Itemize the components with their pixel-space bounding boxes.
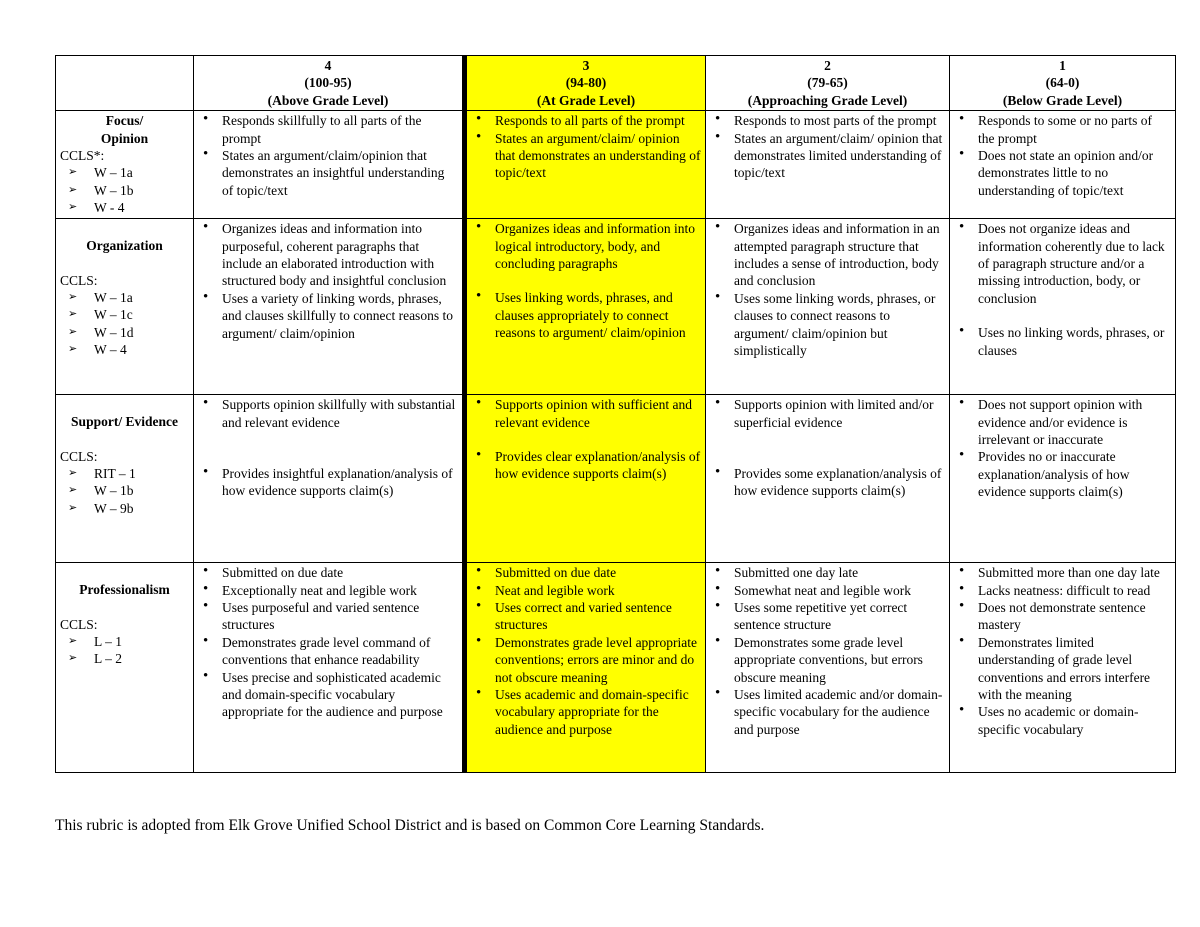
descriptor-item: • Responds skillfully to all parts of the prompt — [200, 112, 458, 147]
standard-item: ➢ W – 1c — [68, 306, 189, 323]
descriptor-cell-3 — [465, 219, 706, 395]
level-label: (At Grade Level) — [536, 92, 636, 108]
standards-list — [60, 164, 189, 216]
level-label: (Above Grade Level) — [267, 92, 389, 108]
criterion-row-support — [56, 395, 1176, 563]
criterion-title: Organization — [86, 238, 163, 254]
descriptor-item: • Responds to all parts of the prompt — [473, 112, 701, 129]
ccls-label: CCLS: — [60, 616, 98, 632]
criterion-cell — [56, 219, 194, 395]
level-score: 3 — [582, 58, 590, 73]
descriptor-item: • Provides no or inaccurate explanation/analysis of how evidence supports claim(s) — [956, 448, 1171, 500]
descriptor-item: • Submitted one day late — [712, 564, 945, 581]
descriptor-cell-4 — [194, 219, 465, 395]
descriptor-item: • Uses purposeful and varied sentence structures — [200, 599, 458, 634]
descriptor-cell-3 — [465, 395, 706, 563]
level-3-header — [465, 56, 706, 111]
descriptor-item: • Provides insightful explanation/analysis of how evidence supports claim(s) — [200, 465, 458, 500]
descriptor-item: • Provides some explanation/analysis of how evidence supports claim(s) — [712, 465, 945, 500]
standard-item: ➢ RIT – 1 — [68, 465, 189, 482]
standard-item: ➢ W – 1a — [68, 164, 189, 181]
descriptor-item: • Organizes ideas and information into purposeful, coherent paragraphs that include an elaborated introduction with structured body and insightful conclusion — [200, 220, 458, 290]
ccls-label: CCLS: — [60, 272, 98, 288]
descriptor-item: • Neat and legible work — [473, 582, 701, 599]
level-range: (79-65) — [807, 75, 848, 91]
descriptor-cell-1 — [950, 395, 1176, 563]
standards-list — [60, 465, 189, 517]
standard-item: ➢ W – 9b — [68, 500, 189, 517]
descriptor-cell-1 — [950, 563, 1176, 773]
descriptor-item: • Lacks neatness: difficult to read — [956, 582, 1171, 599]
standard-item: ➢ L – 2 — [68, 650, 189, 667]
header-blank-cell — [56, 56, 194, 111]
descriptor-item: • Does not support opinion with evidence and/or evidence is irrelevant or inaccurate — [956, 396, 1171, 448]
criterion-title-line2: Opinion — [100, 130, 149, 146]
criterion-title: Professionalism — [79, 582, 170, 598]
level-2-header — [706, 56, 950, 111]
descriptor-item: • Uses linking words, phrases, and clauses appropriately to connect reasons to argument/ claim/opinion — [473, 289, 701, 341]
criterion-title: Focus/ — [105, 113, 144, 129]
descriptor-item: • Uses limited academic and/or domain-specific vocabulary for the audience and purpose — [712, 686, 945, 738]
descriptor-item: • Demonstrates grade level command of conventions that enhance readability — [200, 634, 458, 669]
header-row — [56, 56, 1176, 111]
descriptor-item: • Uses precise and sophisticated academic and domain-specific vocabulary appropriate for the audience and purpose — [200, 669, 458, 721]
descriptor-item: • States an argument/claim/ opinion that demonstrates limited understanding of topic/text — [712, 130, 945, 182]
descriptor-cell-1 — [950, 111, 1176, 219]
standard-item: ➢ W – 4 — [68, 341, 189, 358]
descriptor-item: • Supports opinion with sufficient and relevant evidence — [473, 396, 701, 431]
level-4-header — [194, 56, 465, 111]
descriptor-item: • Responds to most parts of the prompt — [712, 112, 945, 129]
level-score: 4 — [324, 58, 332, 73]
level-range: (64-0) — [1045, 75, 1080, 91]
descriptor-item: • Does not organize ideas and information coherently due to lack of paragraph structure and/or a missing introduction, body, or conclusion — [956, 220, 1171, 307]
criterion-cell — [56, 563, 194, 773]
ccls-label: CCLS: — [60, 448, 98, 464]
descriptor-item: • Uses no academic or domain-specific vocabulary — [956, 703, 1171, 738]
criterion-cell — [56, 111, 194, 219]
descriptor-item: • Exceptionally neat and legible work — [200, 582, 458, 599]
level-range: (100-95) — [304, 75, 352, 91]
descriptor-item: • Uses some repetitive yet correct sentence structure — [712, 599, 945, 634]
footer-note: This rubric is adopted from Elk Grove Unified School District and is based on Common Core Learning Standards. — [55, 817, 765, 834]
rubric-table — [55, 55, 1176, 773]
standard-item: ➢ W - 4 — [68, 199, 189, 216]
standards-list — [60, 289, 189, 359]
descriptor-item: • Responds to some or no parts of the prompt — [956, 112, 1171, 147]
descriptor-cell-2 — [706, 563, 950, 773]
descriptor-item: • States an argument/claim/opinion that demonstrates an insightful understanding of topic/text — [200, 147, 458, 199]
descriptor-cell-2 — [706, 111, 950, 219]
descriptor-item: • Uses a variety of linking words, phrases, and clauses skillfully to connect reasons to argument/ claim/opinion — [200, 290, 458, 342]
descriptor-item: • States an argument/claim/ opinion that demonstrates an understanding of topic/text — [473, 130, 701, 182]
standard-item: ➢ L – 1 — [68, 633, 189, 650]
descriptor-item: • Supports opinion skillfully with substantial and relevant evidence — [200, 396, 458, 431]
descriptor-item: • Organizes ideas and information into logical introductory, body, and concluding paragraphs — [473, 220, 701, 272]
descriptor-cell-4 — [194, 395, 465, 563]
descriptor-cell-4 — [194, 111, 465, 219]
standard-item: ➢ W – 1b — [68, 182, 189, 199]
descriptor-item: • Supports opinion with limited and/or superficial evidence — [712, 396, 945, 431]
descriptor-item: • Demonstrates limited understanding of grade level conventions and errors interfere with the meaning — [956, 634, 1171, 704]
descriptor-cell-2 — [706, 395, 950, 563]
standard-item: ➢ W – 1b — [68, 482, 189, 499]
descriptor-item: • Demonstrates some grade level appropriate conventions, but errors obscure meaning — [712, 634, 945, 686]
descriptor-item: • Uses some linking words, phrases, or clauses to connect reasons to argument/ claim/opinion but simplistically — [712, 290, 945, 360]
descriptor-item: • Uses academic and domain-specific vocabulary appropriate for the audience and purpose — [473, 686, 701, 738]
criterion-row-focus — [56, 111, 1176, 219]
standard-item: ➢ W – 1d — [68, 324, 189, 341]
descriptor-item: • Submitted on due date — [473, 564, 701, 581]
descriptor-cell-3 — [465, 111, 706, 219]
descriptor-item: • Organizes ideas and information in an attempted paragraph structure that includes a sense of introduction, body and conclusion — [712, 220, 945, 290]
descriptor-cell-2 — [706, 219, 950, 395]
standards-list — [60, 633, 189, 668]
descriptor-cell-4 — [194, 563, 465, 773]
descriptor-cell-1 — [950, 219, 1176, 395]
descriptor-item: • Somewhat neat and legible work — [712, 582, 945, 599]
descriptor-item: • Does not demonstrate sentence mastery — [956, 599, 1171, 634]
descriptor-item: • Demonstrates grade level appropriate conventions; errors are minor and do not obscure meaning — [473, 634, 701, 686]
descriptor-item: • Uses correct and varied sentence structures — [473, 599, 701, 634]
criterion-cell — [56, 395, 194, 563]
level-score: 1 — [1059, 58, 1066, 73]
descriptor-item: • Does not state an opinion and/or demonstrates little to no understanding of topic/text — [956, 147, 1171, 199]
descriptor-cell-3 — [465, 563, 706, 773]
level-1-header — [950, 56, 1176, 111]
descriptor-item: • Uses no linking words, phrases, or clauses — [956, 324, 1171, 359]
level-label: (Approaching Grade Level) — [747, 92, 908, 108]
level-label: (Below Grade Level) — [1002, 92, 1123, 108]
level-score: 2 — [824, 58, 831, 73]
level-range: (94-80) — [565, 75, 607, 91]
criterion-row-organization — [56, 219, 1176, 395]
descriptor-item: • Submitted on due date — [200, 564, 458, 581]
criterion-title: Support/ Evidence — [71, 414, 178, 430]
standard-item: ➢ W – 1a — [68, 289, 189, 306]
ccls-label: CCLS*: — [60, 148, 105, 164]
descriptor-item: • Provides clear explanation/analysis of how evidence supports claim(s) — [473, 448, 701, 483]
descriptor-item: • Submitted more than one day late — [956, 564, 1171, 581]
criterion-row-professionalism — [56, 563, 1176, 773]
